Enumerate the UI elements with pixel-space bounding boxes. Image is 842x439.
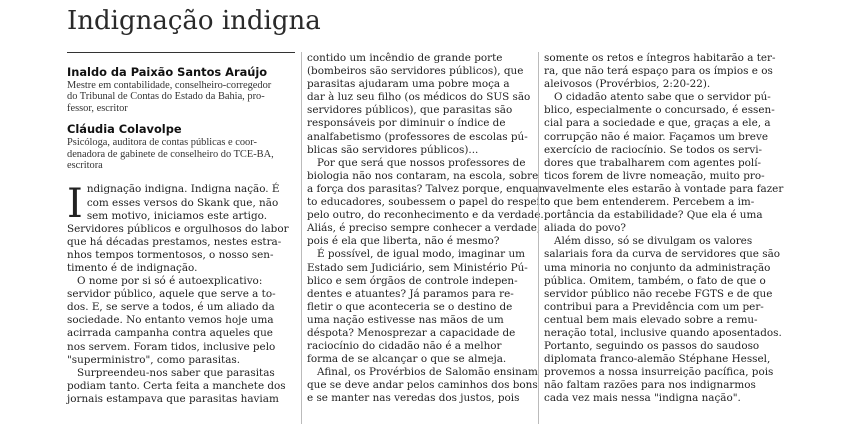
author-bio-line: do Tribunal de Contas do Estado da Bahia, pro- <box>67 91 265 103</box>
text-line: somente os retos e íntegros habitarão a ter- <box>544 52 776 64</box>
text-line: Servidores públicos e orgulhosos do labor <box>67 222 289 235</box>
text-line: (bombeiros são servidores públicos), que <box>307 65 524 78</box>
text-line: jornais estampava que parasitas haviam <box>67 392 279 405</box>
text-line: sociedade. No entanto vemos hoje uma <box>67 314 274 327</box>
text-line: dentes e atuantes? Já paramos para re- <box>307 287 514 300</box>
text-line: uma nação estivesse nas mãos de um <box>307 313 504 326</box>
column-divider <box>301 52 302 424</box>
author-bio-line: Mestre em contabilidade, conselheiro-corregedor <box>67 80 272 91</box>
author-block-1 <box>67 65 295 114</box>
text-line: parasitas ajudaram uma pobre moça a <box>307 78 510 91</box>
text-line: pois é ela que liberta, não é mesmo? <box>307 235 500 248</box>
text-line: contido um incêndio de grande porte <box>307 52 503 64</box>
author-bio-line: fessor, escritor <box>67 102 128 114</box>
text-line: pública. Omitem, também, o fato de que o <box>544 274 766 287</box>
text-line: dores que trabalharem com agentes polí- <box>544 156 762 169</box>
text-line: Por que será que nossos professores de <box>317 156 526 169</box>
text-line: to educadores, soubessem o papel do respeito <box>307 196 551 209</box>
column-divider <box>538 52 539 424</box>
text-line: neração total, inclusive quando aposentados. <box>544 326 782 339</box>
text-line: Estado sem Judiciário, sem Ministério Pú- <box>307 261 528 274</box>
text-line: com esses versos do Skank que, não <box>86 196 279 209</box>
text-line: nhos tempos tormentosos, o nosso sen- <box>67 248 274 261</box>
text-line: a força dos parasitas? Talvez porque, enquan- <box>307 182 549 195</box>
column-1 <box>67 52 295 406</box>
text-line: diplomata franco-alemão Stéphane Hessel, <box>544 353 771 366</box>
text-line: portância da estabilidade? Que ela é uma <box>544 209 763 222</box>
drop-cap: I <box>67 181 83 228</box>
text-line: pelo outro, do reconhecimento e da verdade. <box>307 209 544 222</box>
author-name: Cláudia Colavolpe <box>67 122 182 137</box>
text-line: não faltam razões para nos indignarmos <box>544 379 756 392</box>
text-line: dar à luz seu filho (os médicos do SUS são <box>307 91 531 104</box>
text-line: aliada do povo? <box>544 222 626 235</box>
text-line: biologia não nos contaram, na escola, sobre <box>307 169 539 182</box>
author-bio <box>67 80 295 114</box>
author-block-2 <box>67 122 295 171</box>
text-line: ra, que não terá espaço para os ímpios e os <box>544 65 773 78</box>
author-name: Inaldo da Paixão Santos Araújo <box>67 65 268 79</box>
text-line: fletir o que aconteceria se o destino de <box>307 300 513 313</box>
text-line: provemos a nossa insurreição pacífica, pois <box>544 366 774 379</box>
text-line: Afinal, os Provérbios de Salomão ensinam <box>317 366 538 379</box>
author-bio-line: denadora de gabinete de conselheiro do TCE-BA, <box>67 148 274 160</box>
author-bio-line: escritora <box>67 160 103 172</box>
author-bio <box>67 137 295 171</box>
text-line: blicas são servidores públicos)... <box>307 143 479 156</box>
text-line: responsáveis por diminuir o índice de <box>307 117 506 130</box>
text-line: salariais fora da curva de servidores que são <box>544 248 781 261</box>
text-line: que há décadas prestamos, nestes estra- <box>67 235 282 248</box>
text-line: servidores públicos), que parasitas são <box>307 104 513 117</box>
text-line: nos servem. Foram tidos, inclusive pelo <box>67 340 276 353</box>
text-line: Aliás, é preciso sempre conhecer a verdade, <box>307 222 541 235</box>
text-line: déspota? Menosprezar a capacidade de <box>307 326 516 339</box>
column-3 <box>544 52 784 406</box>
text-line: sem motivo, iniciamos este artigo. <box>86 209 268 222</box>
byline-rule <box>67 52 295 53</box>
text-line: ndignação indigna. Indigna nação. É <box>86 183 280 196</box>
text-line: uma minoria no conjunto da administração <box>544 261 771 274</box>
text-line: o que bem entenderem. Percebem a im- <box>544 196 755 209</box>
text-line: ticos forem de livre nomeação, muito pro- <box>544 169 765 182</box>
article-body-col1 <box>67 183 295 406</box>
text-line: Além disso, só se divulgam os valores <box>554 235 753 248</box>
text-line: Surpreendeu-nos saber que parasitas <box>77 366 275 379</box>
text-line: que se deve andar pelos caminhos dos bons <box>307 379 538 392</box>
text-line: cial para a sociedade e que, graças a ele, a <box>544 117 771 130</box>
text-line: contribui para a Previdência com um per- <box>544 300 764 313</box>
text-line: vavelmente eles estarão à vontade para fazer <box>544 182 784 195</box>
text-line: e se manter nas veredas dos justos, pois <box>307 392 520 405</box>
text-line: centual bem mais elevado sobre a remu- <box>544 313 758 326</box>
text-line: É possível, de igual modo, imaginar um <box>317 248 525 261</box>
article-headline: Indignação indigna <box>67 6 321 36</box>
column-2 <box>307 52 551 406</box>
text-line: acirrada campanha contra aqueles que <box>67 327 273 340</box>
text-line: analfabetismo (professores de escolas pú- <box>307 130 528 143</box>
text-line: servidor público, aquele que serve a to- <box>67 288 276 301</box>
text-line: forma de se alcançar o que se almeja. <box>307 353 507 366</box>
text-line: aleivosos (Provérbios, 2:20-22). <box>544 78 711 91</box>
text-line: corrupção não é maior. Façamos um breve <box>544 130 768 143</box>
text-line: timento é de indignação. <box>67 262 198 274</box>
text-line: exercício de raciocínio. Se todos os servi- <box>544 143 763 156</box>
text-line: podiam tanto. Certa feita a manchete dos <box>67 379 286 392</box>
text-line: raciocínio do cidadão não é a melhor <box>307 340 502 353</box>
text-line: blico e sem órgãos de controle indepen- <box>307 274 518 287</box>
text-line: dos. E, se serve a todos, é um aliado da <box>67 301 275 314</box>
text-line: "superministro", como parasitas. <box>67 353 241 366</box>
author-bio-line: Psicóloga, auditora de contas públicas e coor- <box>67 137 257 149</box>
text-line: Portanto, seguindo os passos do saudoso <box>544 340 760 353</box>
text-line: O cidadão atento sabe que o servidor pú- <box>554 91 771 104</box>
text-line: cada vez mais nessa "indigna nação". <box>544 392 741 405</box>
text-line: servidor público não recebe FGTS e de que <box>544 287 773 300</box>
text-line: O nome por si só é autoexplicativo: <box>77 275 263 288</box>
text-line: blico, especialmente o concursado, é essen- <box>544 104 775 117</box>
